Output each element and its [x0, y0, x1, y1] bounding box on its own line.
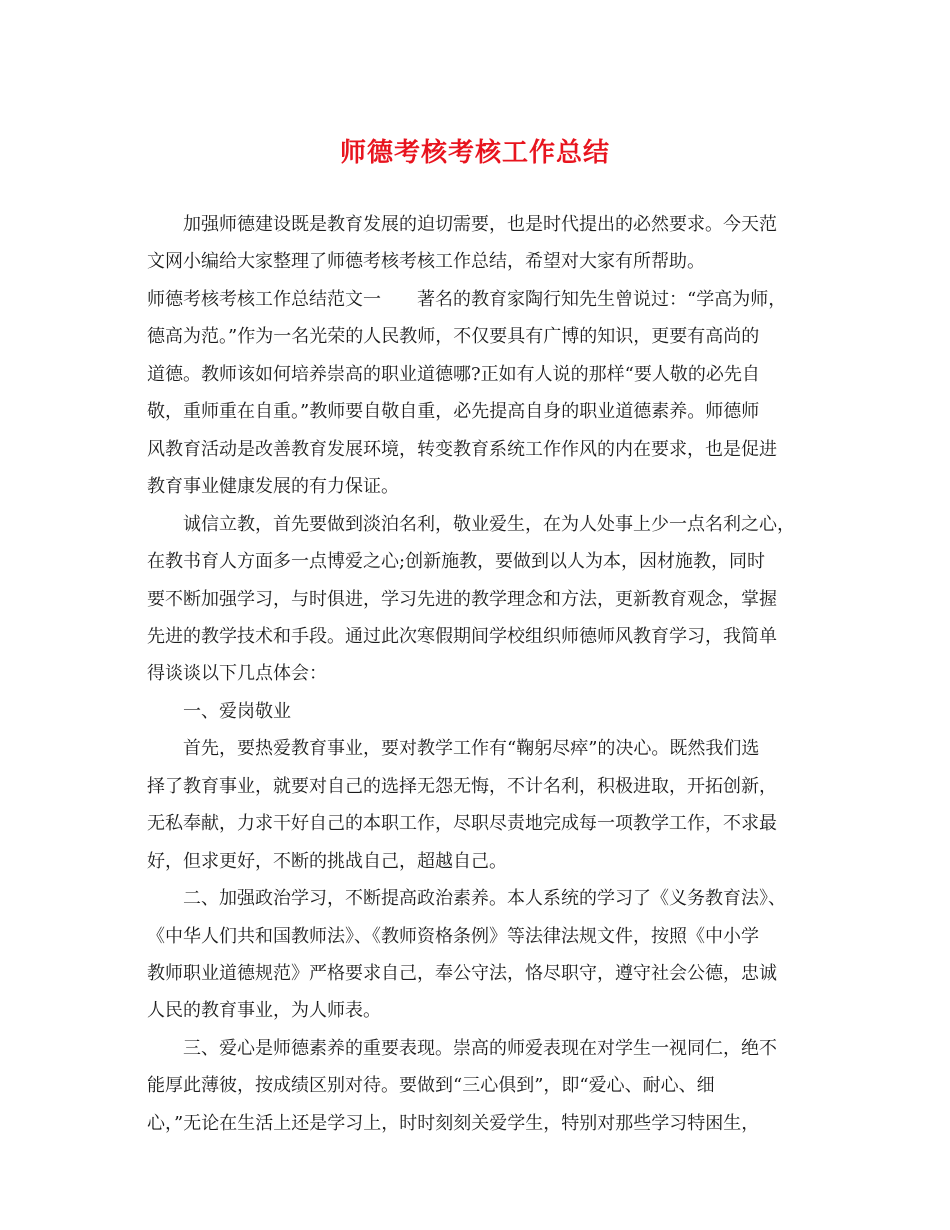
text-line: 诚信立教，首先要做到淡泊名利，敬业爱生，在为人处事上少一点名利之心， — [183, 513, 795, 535]
text-line: 无私奉献，力求干好自己的本职工作，尽职尽责地完成每一项教学工作，不求最 — [147, 813, 777, 835]
document-title: 师德考核考核工作总结 — [339, 138, 610, 168]
text-line: 择了教育事业，就要对自己的选择无怨无悔，不计名利，积极进取，开拓创新， — [147, 775, 777, 797]
text-line: 加强师德建设既是教育发展的迫切需要，也是时代提出的必然要求。今天范 — [183, 214, 777, 235]
text-line: 人民的教育事业，为人师表。 — [147, 1000, 381, 1022]
text-line: 一、爱岗敬业 — [183, 700, 291, 722]
text-line: 师德考核考核工作总结范文一 著名的教育家陶行知先生曾说过：“学高为师， — [147, 288, 787, 310]
text-line: 得谈谈以下几点体会： — [147, 663, 327, 685]
text-line: 先进的教学技术和手段。通过此次寒假期间学校组织师德师风教育学习，我简单 — [147, 625, 777, 647]
text-line: 教育事业健康发展的有力保证。 — [147, 476, 399, 498]
text-line: 道德。教师该如何培养崇高的职业道德哪?正如有人说的那样“要人敬的必先自 — [147, 363, 760, 385]
text-line: 文网小编给大家整理了师德考核考核工作总结，希望对大家有所帮助。 — [147, 251, 705, 273]
text-line: 教师职业道德规范》严格要求自己，奉公守法，恪尽职守，遵守社会公德，忠诚 — [147, 963, 777, 984]
text-line: 首先，要热爱教育事业，要对教学工作有“鞠躬尽瘁”的决心。既然我们选 — [183, 738, 760, 760]
text-line: 风教育活动是改善教育发展环境，转变教育系统工作作风的内在要求，也是促进 — [147, 438, 777, 460]
text-line: 德高为范。”作为一名光荣的人民教师，不仅要具有广博的知识，更要有高尚的 — [147, 326, 760, 348]
text-line: 二、加强政治学习，不断提高政治素养。本人系统的学习了《义务教育法》、 — [183, 888, 786, 910]
text-line: 好，但求更好，不断的挑战自己，超越自己。 — [147, 850, 507, 872]
text-line: 能厚此薄彼，按成绩区别对待。要做到“三心俱到”，即“爱心、耐心、细 — [147, 1075, 715, 1097]
text-line: 敬，重师重在自重。”教师要自敬自重，必先提高自身的职业道德素养。师德师 — [147, 401, 760, 423]
text-line: 三、爱心是师德素养的重要表现。崇高的师爱表现在对学生一视同仁，绝不 — [183, 1037, 777, 1059]
text-line: 要不断加强学习，与时俱进，学习先进的教学理念和方法，更新教育观念，掌握 — [147, 588, 777, 610]
text-line: 《中华人们共和国教师法》、《教师资格条例》等法律法规文件，按照《中小学 — [147, 925, 759, 947]
text-line: 在教书育人方面多一点博爱之心;创新施教，要做到以人为本，因材施教，同时 — [147, 551, 766, 573]
text-line: 心，”无论在生活上还是学习上，时时刻刻关爱学生，特别对那些学习特困生， — [147, 1112, 760, 1134]
